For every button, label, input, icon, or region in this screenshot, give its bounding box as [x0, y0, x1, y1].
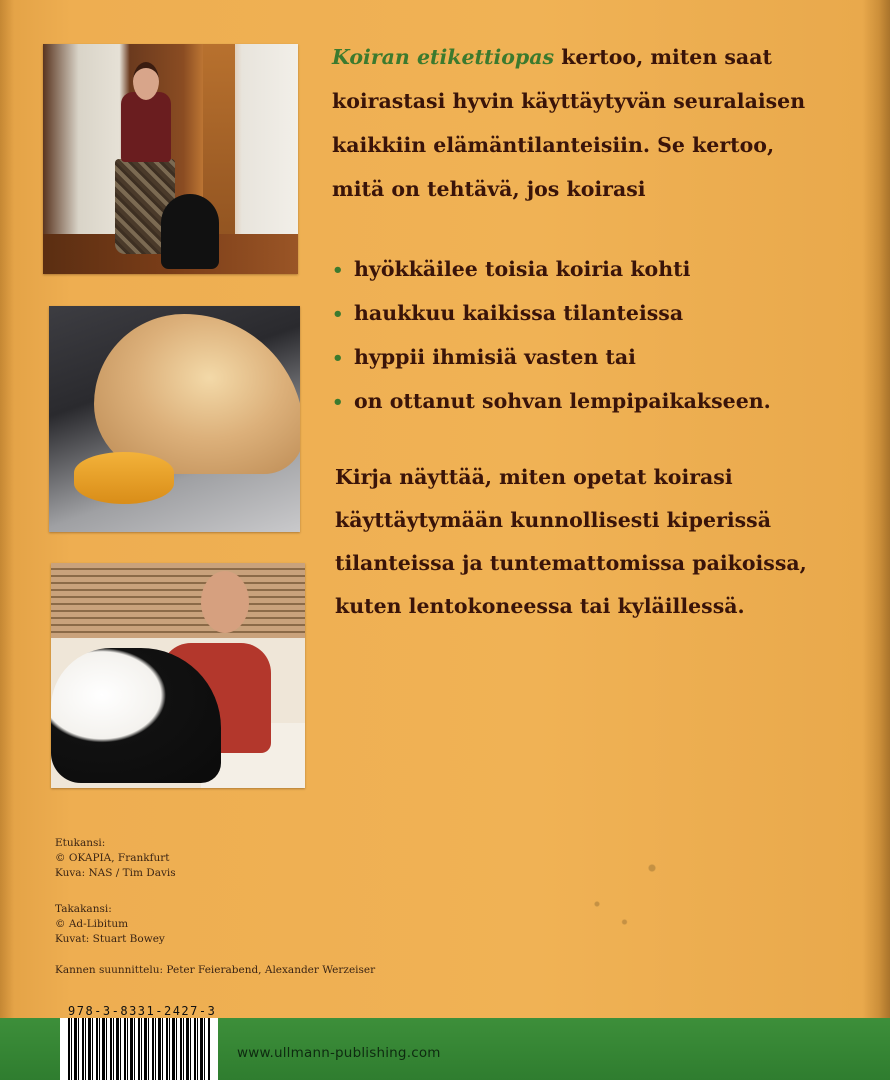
barcode-icon	[60, 1018, 218, 1080]
publisher-website: www.ullmann-publishing.com	[237, 1045, 441, 1061]
problem-list	[332, 248, 832, 424]
photo-black-dog	[161, 194, 219, 269]
intro-line-1-rest: kertoo, miten saat	[554, 45, 772, 69]
summary-line-4: kuten lentokoneessa tai kyläillessä.	[335, 594, 745, 618]
photo-window-blinds	[51, 563, 305, 638]
list-item	[332, 292, 832, 336]
cover-design-credit	[55, 963, 375, 978]
summary-paragraph	[335, 456, 835, 628]
photo-woman-top	[121, 92, 171, 162]
credits-heading: Etukansi:	[55, 837, 106, 849]
list-item	[332, 248, 832, 292]
intro-line-1	[332, 35, 832, 79]
bullet-icon: •	[332, 304, 344, 325]
intro-paragraph	[332, 35, 832, 211]
summary-line-2: käyttäytymään kunnollisesti kiperissä	[335, 508, 772, 532]
photo-man-with-dog-on-couch	[51, 563, 305, 788]
summary-line-1: Kirja näyttää, miten opetat koirasi	[335, 465, 733, 489]
photo-woman-head	[133, 62, 159, 100]
credits-heading: Takakansi:	[55, 903, 112, 915]
barcode-bars	[68, 1018, 210, 1080]
cover-right-edge	[862, 0, 890, 1018]
summary-line-3: tilanteissa ja tuntemattomissa paikoissa,	[335, 551, 807, 575]
credits-photo: Kuvat: Stuart Bowey	[55, 933, 165, 945]
back-cover-credits	[55, 902, 165, 947]
bullet-icon: •	[332, 260, 344, 281]
photo-woman-with-dog	[43, 44, 298, 274]
credits-copyright: © OKAPIA, Frankfurt	[55, 852, 170, 864]
list-item-text: hyökkäilee toisia koiria kohti	[354, 257, 691, 281]
bullet-icon: •	[332, 348, 344, 369]
photo-man-head	[201, 571, 249, 633]
cover-scuff-marks	[575, 850, 685, 940]
credits-photo: Kuva: NAS / Tim Davis	[55, 867, 176, 879]
photo-food-bowl	[74, 452, 174, 504]
list-item-text: on ottanut sohvan lempipaikakseen.	[354, 389, 771, 413]
isbn-number: 978-3-8331-2427-3	[68, 1004, 217, 1018]
cover-left-edge	[0, 0, 14, 1018]
credits-copyright: © Ad-Libitum	[55, 918, 129, 930]
photo-dog-eating-in-car	[49, 306, 300, 532]
intro-line-3: kaikkiin elämäntilanteisiin. Se kertoo,	[332, 133, 775, 157]
list-item	[332, 380, 832, 424]
book-title: Koiran etikettiopas	[332, 45, 555, 69]
list-item-text: hyppii ihmisiä vasten tai	[354, 345, 636, 369]
designer-text: Kannen suunnittelu: Peter Feierabend, Alexander Werzeiser	[55, 964, 376, 976]
front-cover-credits	[55, 836, 176, 881]
list-item-text: haukkuu kaikissa tilanteissa	[354, 301, 684, 325]
intro-line-2: koirastasi hyvin käyttäytyvän seuralaisen	[332, 89, 806, 113]
bullet-icon: •	[332, 392, 344, 413]
intro-line-4: mitä on tehtävä, jos koirasi	[332, 177, 646, 201]
list-item	[332, 336, 832, 380]
